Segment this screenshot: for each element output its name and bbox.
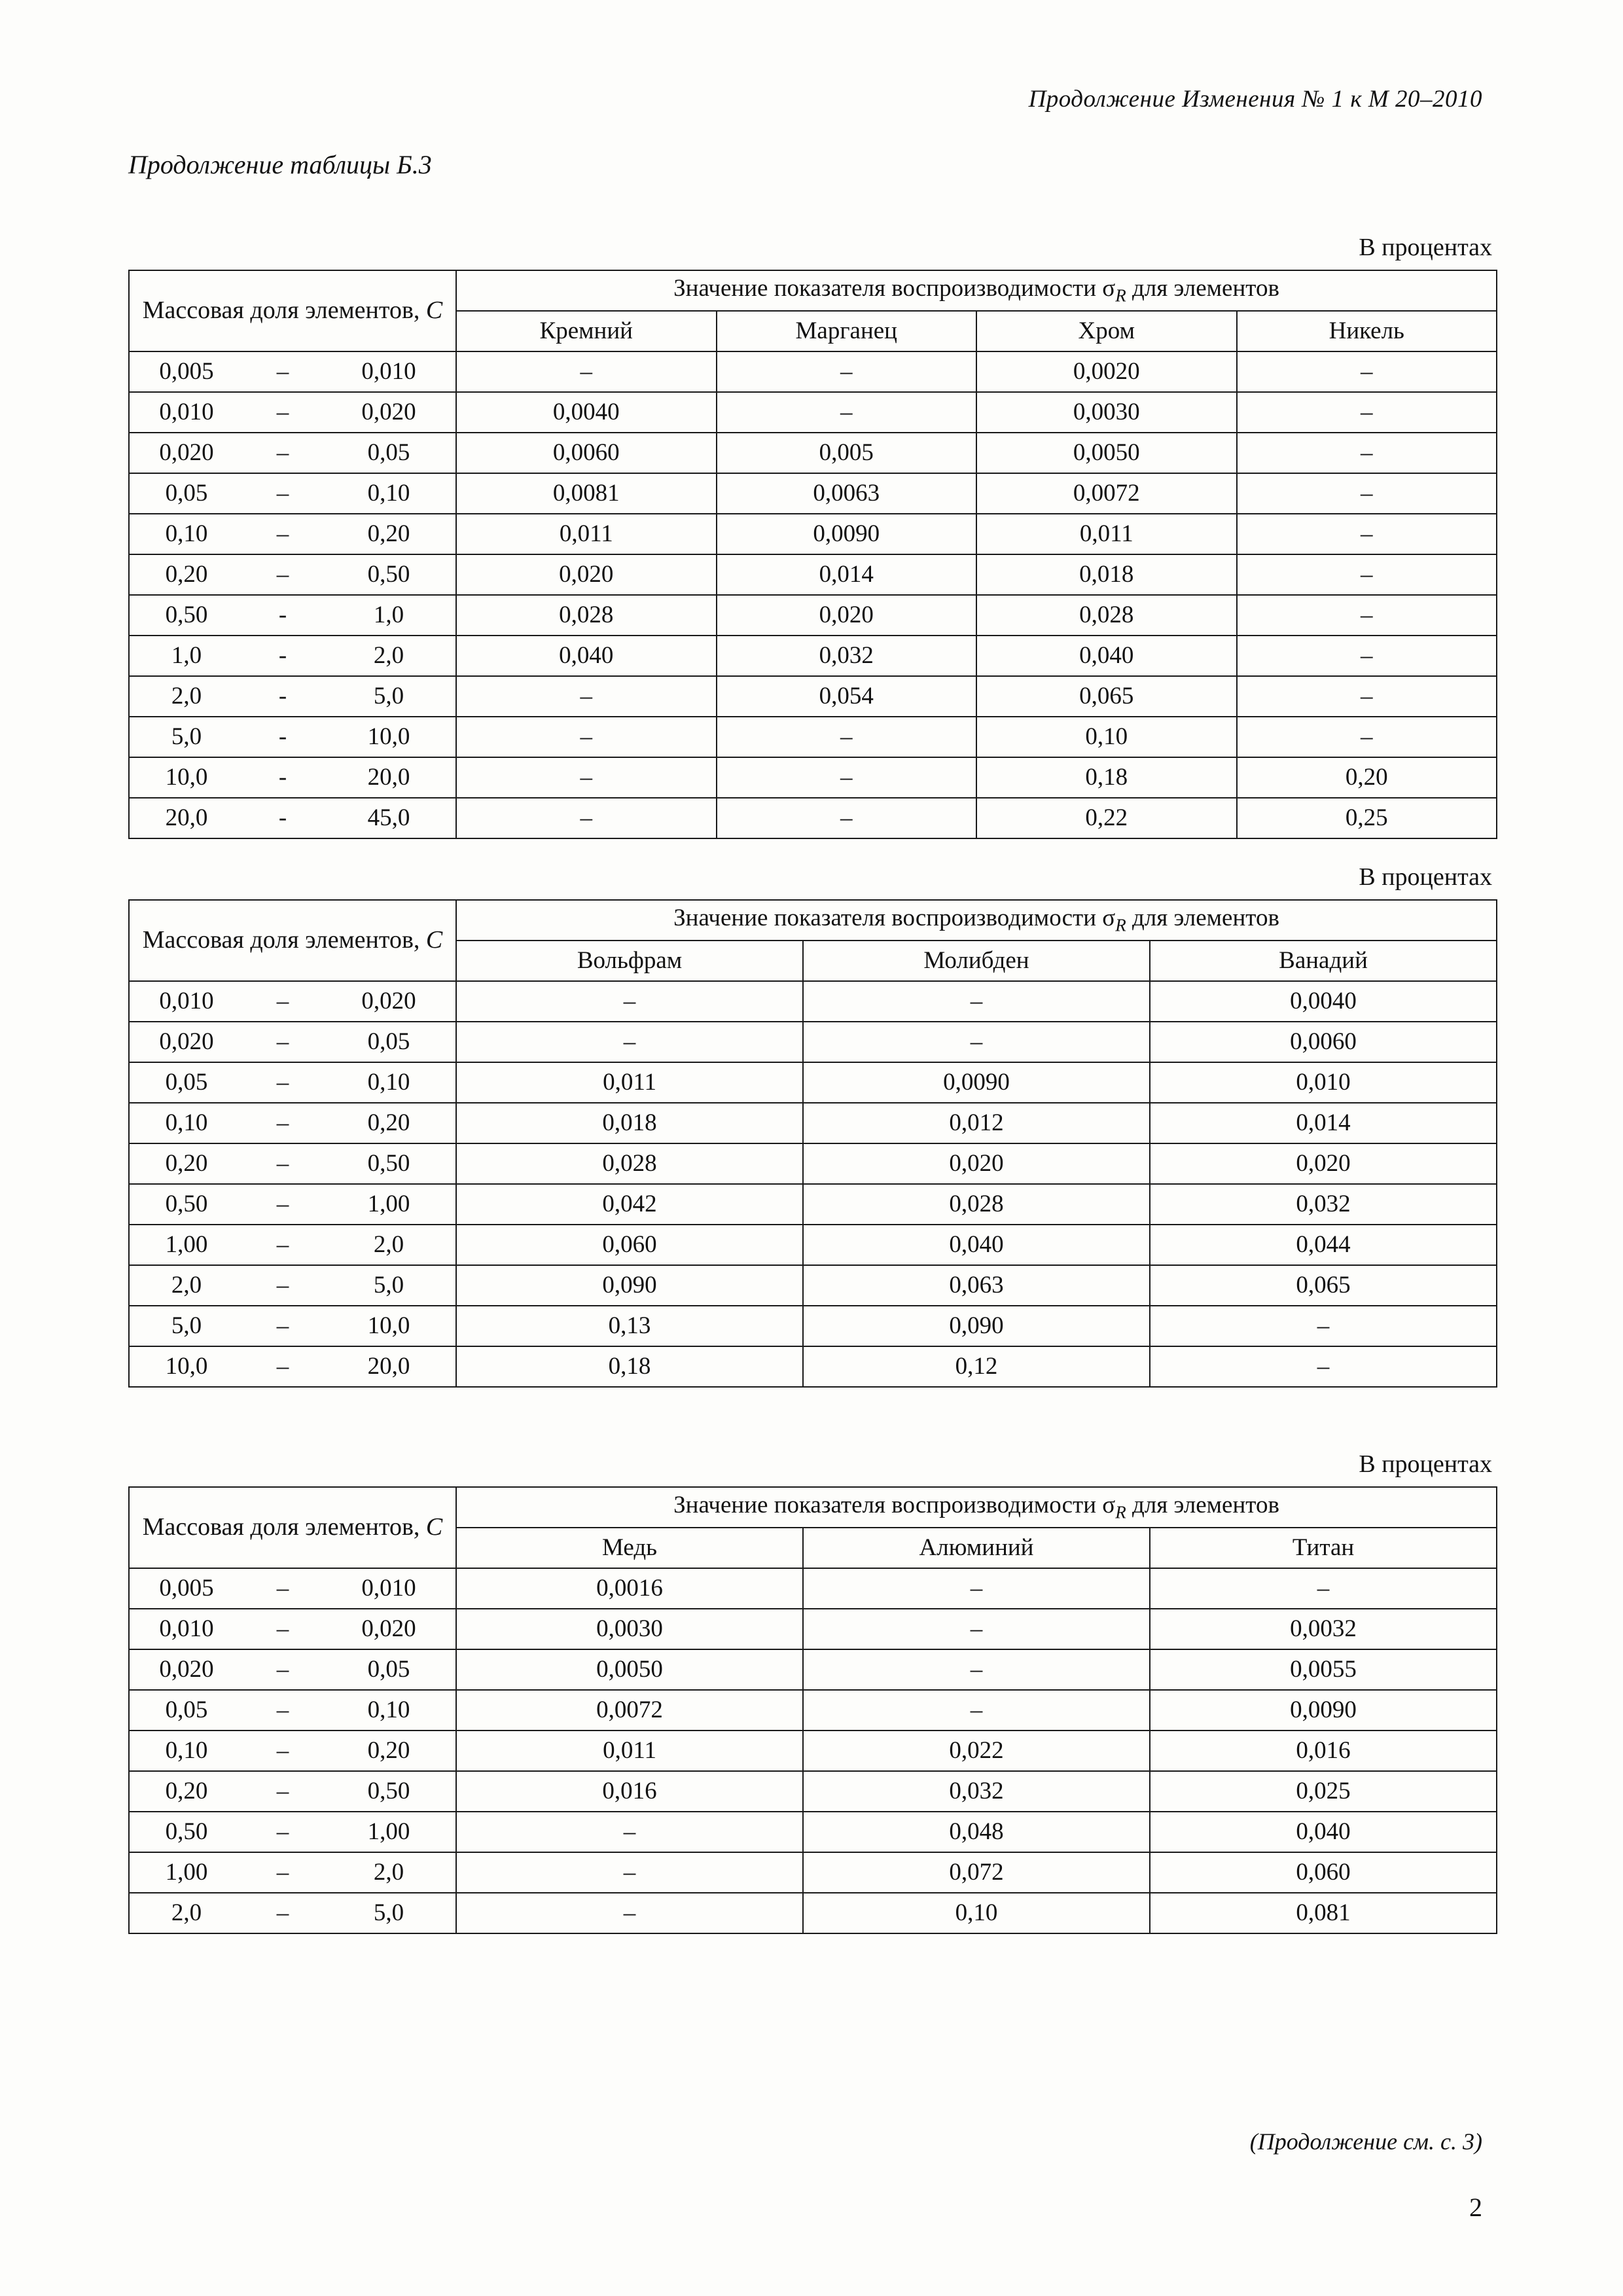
range-separator: –	[243, 1022, 322, 1062]
column-header-element: Титан	[1150, 1528, 1497, 1568]
table-cell-value: 0,022	[803, 1731, 1150, 1771]
table-cell-value: 0,0050	[976, 433, 1237, 473]
table-cell-value: 0,0040	[1150, 981, 1497, 1022]
table-row	[129, 1306, 1497, 1346]
table-row	[129, 554, 1497, 595]
range-separator: –	[243, 1346, 322, 1387]
column-header-reproducibility: Значение показателя воспроизводимости $\sigma_R$ для элементов	[456, 1487, 1497, 1528]
range-to: 0,020	[322, 392, 456, 433]
table-cell-value: 0,020	[456, 554, 717, 595]
data-table-2	[128, 899, 1497, 1388]
range-separator: –	[243, 1812, 322, 1852]
column-header-element: Кремний	[456, 311, 717, 351]
range-separator: –	[243, 1265, 322, 1306]
table-cell-value: –	[803, 1609, 1150, 1649]
units-note-3: В процентах	[1359, 1450, 1492, 1478]
range-separator: –	[243, 1143, 322, 1184]
column-header-mass-fraction: Массовая доля элементов, C	[129, 1487, 456, 1568]
table-cell-value: 0,0030	[456, 1609, 803, 1649]
range-separator: –	[243, 1649, 322, 1690]
page-number: 2	[1469, 2193, 1482, 2222]
table-cell-value: 0,0090	[803, 1062, 1150, 1103]
range-to: 0,10	[322, 1690, 456, 1731]
range-separator: –	[243, 981, 322, 1022]
footer-continuation-note: (Продолжение см. с. 3)	[1249, 2128, 1482, 2155]
table-row	[129, 1731, 1497, 1771]
table-cell-value: –	[803, 981, 1150, 1022]
range-to: 5,0	[322, 1893, 456, 1933]
range-to: 20,0	[322, 1346, 456, 1387]
table-cell-value: 0,12	[803, 1346, 1150, 1387]
data-table-1	[128, 270, 1497, 839]
range-to: 2,0	[322, 636, 456, 676]
table-cell-value: –	[803, 1568, 1150, 1609]
range-separator: –	[243, 1731, 322, 1771]
table-header-row-1	[129, 900, 1497, 941]
table-cell-value: –	[456, 1022, 803, 1062]
range-from: 1,00	[129, 1852, 243, 1893]
table-cell-value: 0,016	[1150, 1731, 1497, 1771]
range-from: 0,20	[129, 554, 243, 595]
table-cell-value: –	[1237, 554, 1497, 595]
table-row	[129, 798, 1497, 838]
range-separator: -	[243, 757, 322, 798]
table-cell-value: 0,018	[456, 1103, 803, 1143]
range-from: 0,20	[129, 1143, 243, 1184]
table-cell-value: –	[456, 757, 717, 798]
range-from: 5,0	[129, 1306, 243, 1346]
range-separator: –	[243, 554, 322, 595]
table-cell-value: –	[456, 676, 717, 717]
units-note-1: В процентах	[1359, 234, 1492, 261]
range-from: 0,010	[129, 1609, 243, 1649]
range-from: 10,0	[129, 1346, 243, 1387]
table-row	[129, 676, 1497, 717]
range-to: 0,50	[322, 1771, 456, 1812]
table-cell-value: 0,016	[456, 1771, 803, 1812]
table-block-1	[128, 233, 1496, 839]
range-to: 10,0	[322, 717, 456, 757]
range-from: 2,0	[129, 676, 243, 717]
range-to: 1,0	[322, 595, 456, 636]
range-to: 0,010	[322, 1568, 456, 1609]
table-cell-value: –	[456, 981, 803, 1022]
table-cell-value: 0,054	[717, 676, 977, 717]
table-2-container	[128, 899, 1496, 1388]
range-separator: –	[243, 1568, 322, 1609]
table-cell-value: 0,032	[717, 636, 977, 676]
range-from: 0,005	[129, 1568, 243, 1609]
table-cell-value: –	[1237, 636, 1497, 676]
table-cell-value: –	[803, 1649, 1150, 1690]
range-separator: –	[243, 351, 322, 392]
range-to: 2,0	[322, 1852, 456, 1893]
range-separator: –	[243, 1306, 322, 1346]
table-row	[129, 1771, 1497, 1812]
range-from: 0,10	[129, 1103, 243, 1143]
range-to: 10,0	[322, 1306, 456, 1346]
range-from: 1,00	[129, 1225, 243, 1265]
table-cell-value: 0,011	[456, 514, 717, 554]
table-row	[129, 1103, 1497, 1143]
range-separator: –	[243, 1062, 322, 1103]
table-header-row-1	[129, 270, 1497, 311]
table-cell-value: –	[803, 1690, 1150, 1731]
range-to: 0,05	[322, 1022, 456, 1062]
range-separator: –	[243, 1690, 322, 1731]
table-cell-value: –	[456, 798, 717, 838]
table-row	[129, 1022, 1497, 1062]
table-cell-value: –	[1237, 473, 1497, 514]
range-to: 0,20	[322, 1731, 456, 1771]
range-separator: –	[243, 1893, 322, 1933]
range-separator: –	[243, 1225, 322, 1265]
range-to: 0,20	[322, 1103, 456, 1143]
table-cell-value: 0,048	[803, 1812, 1150, 1852]
table-row	[129, 757, 1497, 798]
table-cell-value: 0,005	[717, 433, 977, 473]
table-3-container	[128, 1486, 1496, 1934]
range-from: 0,05	[129, 473, 243, 514]
column-header-element: Медь	[456, 1528, 803, 1568]
range-separator: –	[243, 1771, 322, 1812]
table-row	[129, 392, 1497, 433]
table-cell-value: 0,060	[1150, 1852, 1497, 1893]
range-to: 45,0	[322, 798, 456, 838]
table-cell-value: 0,040	[803, 1225, 1150, 1265]
table-cell-value: –	[717, 717, 977, 757]
column-header-element: Молибден	[803, 941, 1150, 981]
table-cell-value: 0,0030	[976, 392, 1237, 433]
table-row	[129, 1568, 1497, 1609]
table-row	[129, 473, 1497, 514]
table-row	[129, 1143, 1497, 1184]
range-to: 0,10	[322, 473, 456, 514]
table-block-3	[128, 1450, 1496, 1934]
range-separator: –	[243, 473, 322, 514]
table-cell-value: 0,0090	[1150, 1690, 1497, 1731]
table-cell-value: 0,028	[456, 595, 717, 636]
table-row	[129, 1609, 1497, 1649]
units-note-2: В процентах	[1359, 863, 1492, 891]
range-separator: -	[243, 636, 322, 676]
table-row	[129, 981, 1497, 1022]
table-row	[129, 717, 1497, 757]
table-cell-value: 0,020	[717, 595, 977, 636]
table-cell-value: –	[717, 392, 977, 433]
range-separator: -	[243, 676, 322, 717]
table-cell-value: 0,020	[1150, 1143, 1497, 1184]
column-header-element: Ванадий	[1150, 941, 1497, 981]
table-cell-value: 0,18	[976, 757, 1237, 798]
table-cell-value: 0,0040	[456, 392, 717, 433]
column-header-reproducibility: Значение показателя воспроизводимости $\sigma_R$ для элементов	[456, 270, 1497, 311]
range-to: 20,0	[322, 757, 456, 798]
table-row	[129, 1225, 1497, 1265]
range-from: 0,50	[129, 1184, 243, 1225]
table-cell-value: 0,032	[803, 1771, 1150, 1812]
table-cell-value: 0,0055	[1150, 1649, 1497, 1690]
range-from: 0,50	[129, 1812, 243, 1852]
table-row	[129, 1062, 1497, 1103]
table-header-row-1	[129, 1487, 1497, 1528]
table-cell-value: 0,090	[803, 1306, 1150, 1346]
table-cell-value: –	[1237, 717, 1497, 757]
table-cell-value: 0,090	[456, 1265, 803, 1306]
range-from: 0,010	[129, 981, 243, 1022]
table-cell-value: 0,0016	[456, 1568, 803, 1609]
table-cell-value: 0,0060	[456, 433, 717, 473]
table-cell-value: 0,020	[803, 1143, 1150, 1184]
table-cell-value: 0,032	[1150, 1184, 1497, 1225]
table-cell-value: –	[1237, 351, 1497, 392]
range-from: 0,020	[129, 1022, 243, 1062]
range-to: 0,50	[322, 554, 456, 595]
table-continuation-title: Продолжение таблицы Б.3	[128, 150, 432, 179]
table-cell-value: 0,028	[976, 595, 1237, 636]
range-to: 5,0	[322, 1265, 456, 1306]
range-from: 0,10	[129, 514, 243, 554]
range-to: 0,20	[322, 514, 456, 554]
column-header-mass-fraction: Массовая доля элементов, C	[129, 270, 456, 351]
table-cell-value: –	[1150, 1346, 1497, 1387]
table-row	[129, 1184, 1497, 1225]
data-table-3	[128, 1486, 1497, 1934]
range-to: 0,10	[322, 1062, 456, 1103]
column-header-element: Марганец	[717, 311, 977, 351]
table-cell-value: 0,014	[1150, 1103, 1497, 1143]
table-cell-value: 0,042	[456, 1184, 803, 1225]
table-cell-value: 0,0072	[456, 1690, 803, 1731]
range-separator: -	[243, 595, 322, 636]
range-from: 0,50	[129, 595, 243, 636]
table-cell-value: –	[1237, 392, 1497, 433]
table-cell-value: 0,0032	[1150, 1609, 1497, 1649]
range-separator: –	[243, 433, 322, 473]
table-cell-value: 0,0020	[976, 351, 1237, 392]
table-cell-value: 0,13	[456, 1306, 803, 1346]
table-cell-value: –	[1150, 1568, 1497, 1609]
range-to: 0,020	[322, 1609, 456, 1649]
table-cell-value: –	[1237, 433, 1497, 473]
range-to: 2,0	[322, 1225, 456, 1265]
table-cell-value: 0,0072	[976, 473, 1237, 514]
document-header-note: Продолжение Изменения № 1 к М 20–2010	[1028, 86, 1482, 113]
table-cell-value: 0,10	[803, 1893, 1150, 1933]
table-cell-value: –	[456, 1852, 803, 1893]
range-to: 1,00	[322, 1812, 456, 1852]
table-cell-value: –	[456, 1812, 803, 1852]
range-from: 0,010	[129, 392, 243, 433]
range-from: 2,0	[129, 1893, 243, 1933]
table-cell-value: 0,18	[456, 1346, 803, 1387]
range-to: 0,05	[322, 433, 456, 473]
range-separator: –	[243, 392, 322, 433]
table-cell-value: 0,011	[456, 1062, 803, 1103]
range-from: 0,05	[129, 1062, 243, 1103]
table-cell-value: 0,072	[803, 1852, 1150, 1893]
range-from: 0,05	[129, 1690, 243, 1731]
range-to: 5,0	[322, 676, 456, 717]
table-cell-value: 0,012	[803, 1103, 1150, 1143]
column-header-element: Никель	[1237, 311, 1497, 351]
table-row	[129, 514, 1497, 554]
table-cell-value: –	[803, 1022, 1150, 1062]
table-cell-value: 0,0090	[717, 514, 977, 554]
table-cell-value: 0,040	[1150, 1812, 1497, 1852]
table-cell-value: 0,014	[717, 554, 977, 595]
range-separator: –	[243, 514, 322, 554]
column-header-element: Вольфрам	[456, 941, 803, 981]
table-row	[129, 1812, 1497, 1852]
table-row	[129, 351, 1497, 392]
range-separator: –	[243, 1184, 322, 1225]
table-cell-value: –	[456, 717, 717, 757]
table-cell-value: 0,010	[1150, 1062, 1497, 1103]
table-row	[129, 1265, 1497, 1306]
table-cell-value: –	[1237, 514, 1497, 554]
table-block-2	[128, 863, 1496, 1388]
table-row	[129, 636, 1497, 676]
range-to: 0,50	[322, 1143, 456, 1184]
range-from: 0,10	[129, 1731, 243, 1771]
range-from: 1,0	[129, 636, 243, 676]
table-cell-value: 0,065	[1150, 1265, 1497, 1306]
range-to: 0,010	[322, 351, 456, 392]
table-cell-value: 0,040	[456, 636, 717, 676]
table-cell-value: –	[1237, 676, 1497, 717]
table-cell-value: –	[1237, 595, 1497, 636]
table-cell-value: 0,040	[976, 636, 1237, 676]
table-cell-value: 0,011	[456, 1731, 803, 1771]
table-1-container	[128, 270, 1496, 839]
table-cell-value: –	[717, 798, 977, 838]
table-cell-value: 0,063	[803, 1265, 1150, 1306]
table-cell-value: –	[1150, 1306, 1497, 1346]
range-separator: -	[243, 717, 322, 757]
table-cell-value: –	[717, 351, 977, 392]
table-cell-value: 0,10	[976, 717, 1237, 757]
column-header-reproducibility: Значение показателя воспроизводимости $\sigma_R$ для элементов	[456, 900, 1497, 941]
table-cell-value: 0,060	[456, 1225, 803, 1265]
range-from: 2,0	[129, 1265, 243, 1306]
range-separator: –	[243, 1852, 322, 1893]
table-cell-value: 0,011	[976, 514, 1237, 554]
table-cell-value: –	[456, 1893, 803, 1933]
column-header-element: Хром	[976, 311, 1237, 351]
range-separator: –	[243, 1103, 322, 1143]
range-from: 20,0	[129, 798, 243, 838]
table-cell-value: 0,0060	[1150, 1022, 1497, 1062]
table-row	[129, 1852, 1497, 1893]
range-from: 10,0	[129, 757, 243, 798]
range-from: 5,0	[129, 717, 243, 757]
range-to: 0,020	[322, 981, 456, 1022]
table-cell-value: 0,0081	[456, 473, 717, 514]
table-cell-value: 0,0050	[456, 1649, 803, 1690]
table-row	[129, 1649, 1497, 1690]
table-cell-value: 0,0063	[717, 473, 977, 514]
column-header-mass-fraction: Массовая доля элементов, C	[129, 900, 456, 981]
table-cell-value: –	[717, 757, 977, 798]
table-cell-value: 0,081	[1150, 1893, 1497, 1933]
table-cell-value: 0,028	[456, 1143, 803, 1184]
table-cell-value: 0,22	[976, 798, 1237, 838]
table-cell-value: 0,044	[1150, 1225, 1497, 1265]
table-cell-value: 0,025	[1150, 1771, 1497, 1812]
range-from: 0,020	[129, 433, 243, 473]
table-row	[129, 1346, 1497, 1387]
range-separator: -	[243, 798, 322, 838]
range-from: 0,005	[129, 351, 243, 392]
table-cell-value: 0,018	[976, 554, 1237, 595]
range-from: 0,020	[129, 1649, 243, 1690]
range-to: 1,00	[322, 1184, 456, 1225]
table-row	[129, 595, 1497, 636]
table-cell-value: 0,028	[803, 1184, 1150, 1225]
table-cell-value: –	[456, 351, 717, 392]
table-row	[129, 433, 1497, 473]
table-cell-value: 0,25	[1237, 798, 1497, 838]
table-cell-value: 0,065	[976, 676, 1237, 717]
range-to: 0,05	[322, 1649, 456, 1690]
range-from: 0,20	[129, 1771, 243, 1812]
column-header-element: Алюминий	[803, 1528, 1150, 1568]
table-cell-value: 0,20	[1237, 757, 1497, 798]
table-row	[129, 1690, 1497, 1731]
range-separator: –	[243, 1609, 322, 1649]
table-row	[129, 1893, 1497, 1933]
